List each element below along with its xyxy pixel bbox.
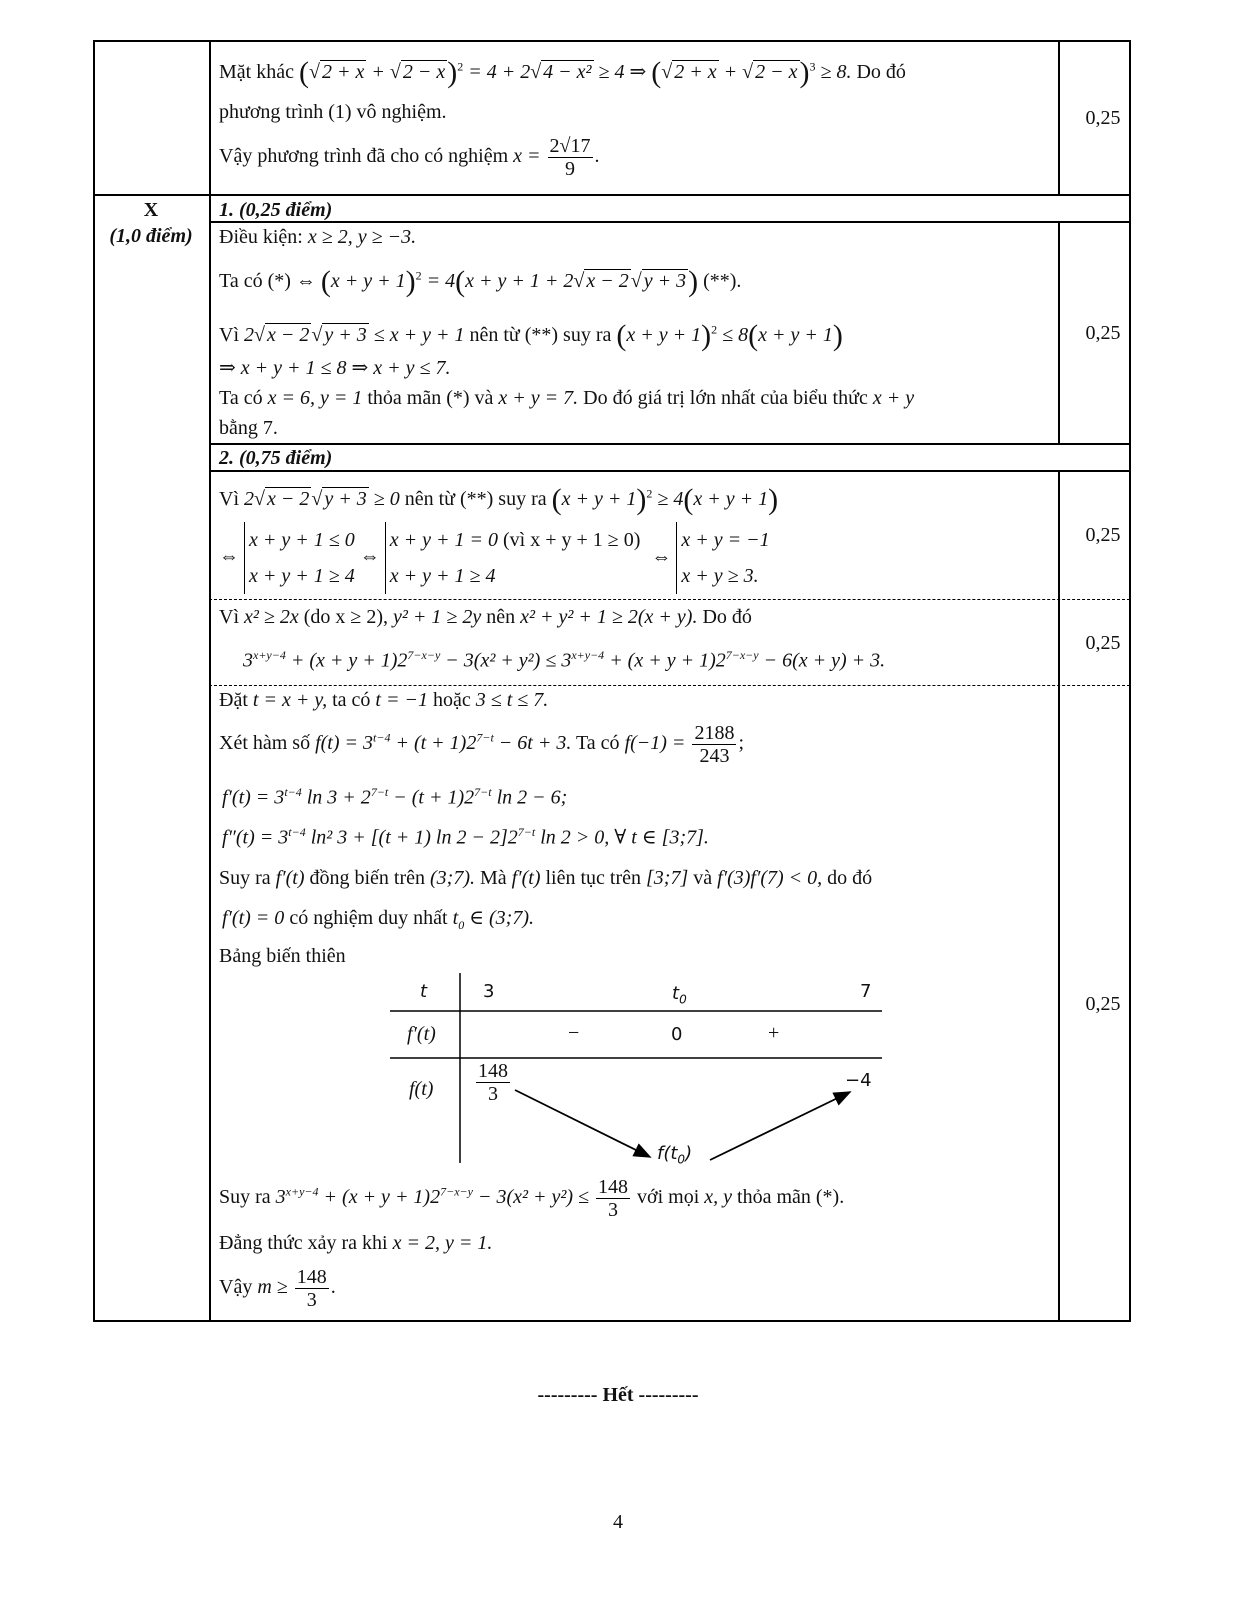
decreasing-arrow	[515, 1090, 650, 1157]
row-divider	[209, 443, 1130, 445]
part1-inequality: Vì 2√ x − 2 √ y + 3 ≤ x + y + 1 nên từ (**) suy ra $(x + y + 1)^2 \le 8(x + y + 1)$	[219, 319, 843, 352]
section-points: (1,0 điểm)	[109, 225, 193, 247]
row-divider	[93, 194, 1130, 196]
part2-heading: 2. (0,75 điểm)	[219, 447, 333, 469]
part1-heading: 1. (0,25 điểm)	[219, 199, 333, 221]
part1-equivalence: Ta có (*) ⇔ $(x + y + 1)^2 = 4(x + y + 1 + 2√$ x − 2 √ y + 3) (**).	[219, 265, 742, 298]
part2-line1: Vì 2√ x − 2 √ y + 3 ≥ 0 nên từ (**) suy ra $(x + y + 1)^2 \ge 4(x + y + 1)$	[219, 483, 779, 516]
score: 0,25	[1085, 632, 1121, 654]
col-divider	[1058, 40, 1060, 195]
dashed-divider	[209, 599, 1130, 600]
part2-unique-root: f′(t) = 0 có nghiệm duy nhất $t_0$ ∈ (3;7).	[222, 907, 534, 932]
part2-function: Xét hàm số $f(t) = 3^{t-4} + (t + 1)2^{7-t} - 6t + 3$. Ta có f(−1) = $\frac{2188}{243}$ ;	[219, 722, 744, 767]
table-right-border	[1129, 40, 1131, 1322]
table-bottom-border	[93, 1320, 1130, 1322]
part2-substitution: Đặt t = x + y, ta có t = −1 hoặc 3 ≤ t ≤ 7.	[219, 689, 549, 711]
part2-first-derivative: $f'(t) = 3^{t-4}$ $\ln 3 + 2^{7-t} - (t + 1)2^{7-t}$ ln 2 − 6;	[222, 785, 568, 809]
part1-example: Ta có x = 6, y = 1 thỏa mãn (*) và x + y = 7. Do đó giá trị lớn nhất của biểu thức x + y	[219, 387, 915, 409]
variation-table	[380, 965, 890, 1170]
score: 0,25	[1085, 322, 1121, 344]
table-plus: +	[768, 1022, 780, 1044]
part2-systems: ⇔ x + y + 1 ≤ 0 x + y + 1 ≥ 4 ⇔ x + y + 1 = 0 (vì x + y + 1 ≥ 0) x + y + 1 ≥ 4 ⇔ x + y = −1 x + y ≥ 3.	[219, 522, 770, 594]
part2-monotonic: Suy ra f′(t) đồng biến trên (3;7). Mà f′(t) liên tục trên [3;7] và f′(3)f′(7) < 0, do đó	[219, 867, 873, 889]
part2-bound: $3^{x+y-4} + (x + y + 1)2^{7-x-y} - 3(x^2 + y^2) \le 3^{x+y-4} + (x + y + 1)2^{7-x-y} - 6(x + y) + 3$.	[243, 648, 886, 672]
table-f7: −4	[845, 1070, 872, 1091]
part2-line-vi2: Vì x² ≥ 2x (do x ≥ 2), y² + 1 ≥ 2y nên x² + y² + 1 ≥ 2(x + y). Do đó	[219, 606, 752, 628]
part1-condition: Điều kiện: x ≥ 2, y ≥ −3.	[219, 226, 417, 248]
part2-conclusion: Suy ra $3^{x+y-4} + (x + y + 1)2^{7-x-y} - 3(x^2 + y^2)$ ≤ $\frac{148}{3}$ với mọi x, y thỏa mãn (*).	[219, 1176, 845, 1221]
score: 0,25	[1085, 993, 1121, 1015]
col-divider	[1058, 470, 1060, 1322]
table-t3: 3	[483, 981, 495, 1002]
table-f-label: f(t)	[409, 1078, 434, 1100]
score: 0,25	[1085, 107, 1121, 129]
table-t0: $t_0$	[672, 983, 687, 1007]
increasing-arrow	[710, 1092, 850, 1160]
table-top-border	[93, 40, 1130, 42]
table-fprime-label: f′(t)	[407, 1023, 436, 1045]
section-label: X	[143, 199, 159, 221]
top-line-3: Vậy phương trình đã cho có nghiệm x = $\frac{2√17}{9}$ .	[219, 135, 600, 180]
dashed-divider	[209, 685, 1130, 686]
top-line-1: Mặt khác (√ 2 + x + √ 2 − x)$^2$ = 4 + 2√ 4 − x² ≥ 4 ⇒ (√ 2 + x + √ 2 − x)$^3$ ≥ 8. Do đó	[219, 56, 906, 89]
table-t-label: t	[420, 981, 428, 1002]
page-number: 4	[613, 1511, 623, 1533]
row-divider	[209, 470, 1130, 472]
table-zero: 0	[671, 1024, 683, 1045]
table-ft0: $f(t_0)$	[657, 1143, 693, 1167]
score: 0,25	[1085, 524, 1121, 546]
top-line-2: phương trình (1) vô nghiệm.	[219, 101, 447, 123]
end-marker: --------- Hết ---------	[537, 1384, 699, 1406]
part2-second-derivative: $f''(t) = 3^{t-4}$ ln² 3 + [(t + 1) $\ln 2 - 2]2^{7-t}$ ln 2 > 0, ∀ t ∈ [3;7].	[222, 825, 709, 849]
table-t7: 7	[860, 981, 872, 1002]
variation-table-caption: Bảng biến thiên	[219, 945, 346, 967]
part2-final: Vậy m ≥ $\frac{148}{3}$ .	[219, 1266, 336, 1311]
col-divider	[209, 40, 211, 1322]
part2-equality: Đẳng thức xảy ra khi x = 2, y = 1.	[219, 1232, 493, 1254]
part1-conclusion: bằng 7.	[219, 417, 278, 439]
table-f3: $\frac{148}{3}$	[478, 1060, 508, 1105]
col-divider	[1058, 221, 1060, 444]
part1-implication: ⇒ x + y + 1 ≤ 8 ⇒ x + y ≤ 7.	[219, 357, 451, 379]
table-minus: −	[568, 1022, 580, 1044]
row-divider	[209, 221, 1130, 223]
